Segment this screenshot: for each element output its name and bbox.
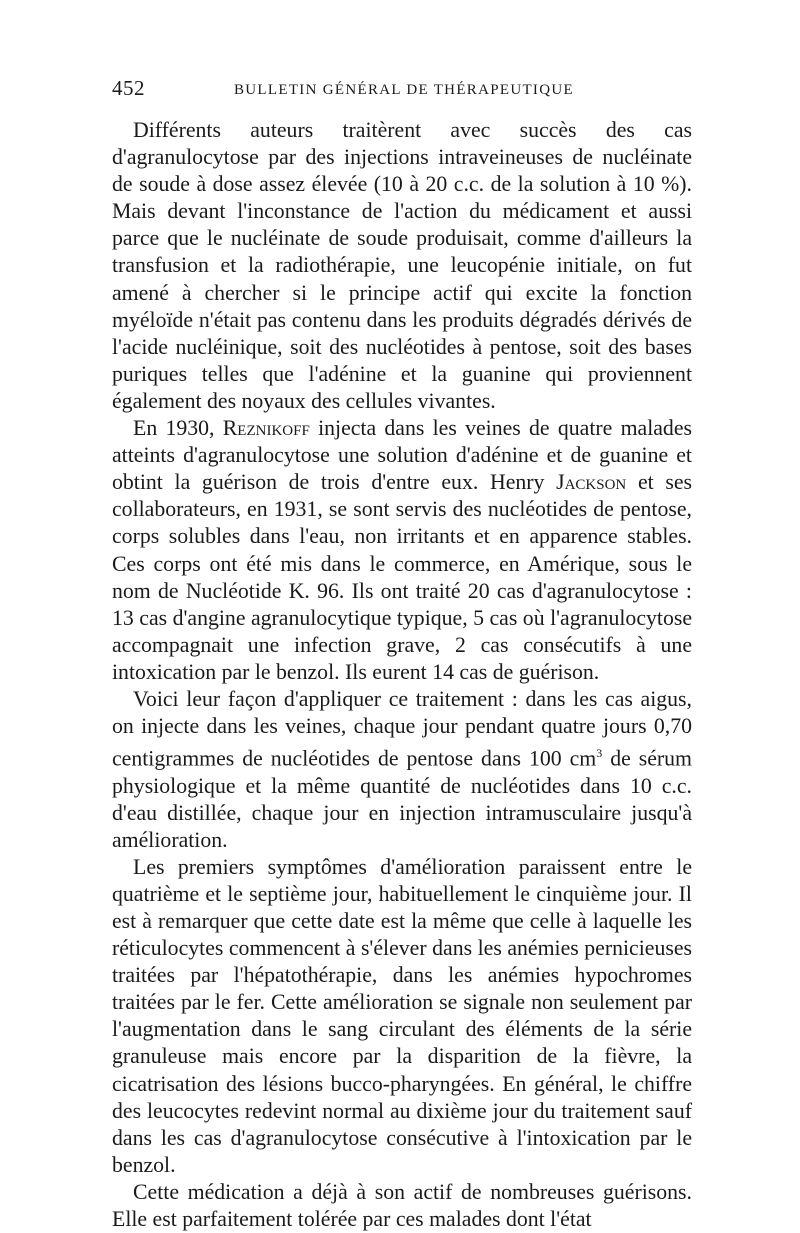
paragraph-2-text-a: En 1930, xyxy=(133,416,223,441)
paragraph-5-text: Cette médication a déjà à son actif de nombreuses guérisons. Elle est parfaitement tolérée par ces malades dont l'état xyxy=(112,1179,692,1232)
paragraph-2-text-b: injecta dans les veines de quatre malades atteints d'agranulocytose une solution d'adénine et de guanine et obtint la guérison de trois d'entre eux. Henry xyxy=(112,416,692,495)
superscript-cubic: 3 xyxy=(596,746,603,761)
paragraph-2 xyxy=(112,415,692,686)
paragraph-3-text-b: de sérum physiologique et la même quantité de nucléotides dans 10 c.c. d'eau distillée, chaque jour en injection intramusculaire jusqu'à amélioration. xyxy=(112,746,692,852)
paragraph-2-text-c: et ses collaborateurs, en 1931, se sont servis des nucléotides de pentose, corps solubles dans l'eau, non irritants et en apparence stables. Ces corps ont été mis dans le commerce, en Amérique, sous le nom de Nucléotide K. 96. Ils ont traité 20 cas d'agranulocytose : 13 cas d'angine agranulocytique typique, 5 cas où l'agranulocytose accompagnait une infection grave, 2 cas consécutifs à une intoxication par le benzol. Ils eurent 14 cas de guérison. xyxy=(112,470,692,684)
running-title: BULLETIN GÉNÉRAL DE THÉRAPEUTIQUE xyxy=(234,82,574,98)
paragraph-4-text: Les premiers symptômes d'amélioration paraissent entre le quatrième et le septième jour, habituellement le cinquième jour. Il est à remarquer que cette date est la même que celle à laquelle les réticulocytes commencent à s'élever dans les anémies pernicieuses traitées par l'hépatothérapie, dans les anémies hypochromes traitées par le fer. Cette amélioration se signale non seulement par l'augmentation dans le sang circulant des éléments de la série granuleuse mais encore par la disparition de la fièvre, la cicatrisation des lésions bucco-pharyngées. En général, le chiffre des leucocytes redevint normal au dixième jour du traitement sauf dans les cas d'agranulocytose consécutive à l'intoxication par le benzol. xyxy=(112,854,692,1177)
page-header xyxy=(112,76,692,102)
paragraph-3-text-a: Voici leur façon d'appliquer ce traitement : dans les cas aigus, on injecte dans les veines, chaque jour pendant quatre jours 0,70 centigrammes de nucléotides de pentose dans 100 cm xyxy=(112,686,692,771)
paragraph-1 xyxy=(112,117,692,415)
paragraph-4 xyxy=(112,854,692,1179)
author-name-jackson: Jackson xyxy=(556,470,627,495)
paragraph-3 xyxy=(112,686,692,854)
paragraph-1-text: Différents auteurs traitèrent avec succès des cas d'agranulocytose par des injections intraveineuses de nucléinate de soude à dose assez élevée (10 à 20 c.c. de la solution à 10 %). Mais devant l'inconstance de l'action du médicament et aussi parce que le nucléinate de soude produisait, comme d'ailleurs la transfusion et la radiothérapie, une leucopénie initiale, on fut amené à chercher si le principe actif qui excite la fonction myéloïde n'était pas contenu dans les produits dégradés dérivés de l'acide nucléinique, soit des nucléotides à pentose, soit des bases puriques telles que l'adénine et la guanine qui proviennent également des noyaux des cellules vivantes. xyxy=(112,118,692,413)
body-text xyxy=(112,117,692,1233)
paragraph-5 xyxy=(112,1179,692,1233)
author-name-reznikoff: Reznikoff xyxy=(222,416,310,441)
page-number: 452 xyxy=(112,76,145,100)
